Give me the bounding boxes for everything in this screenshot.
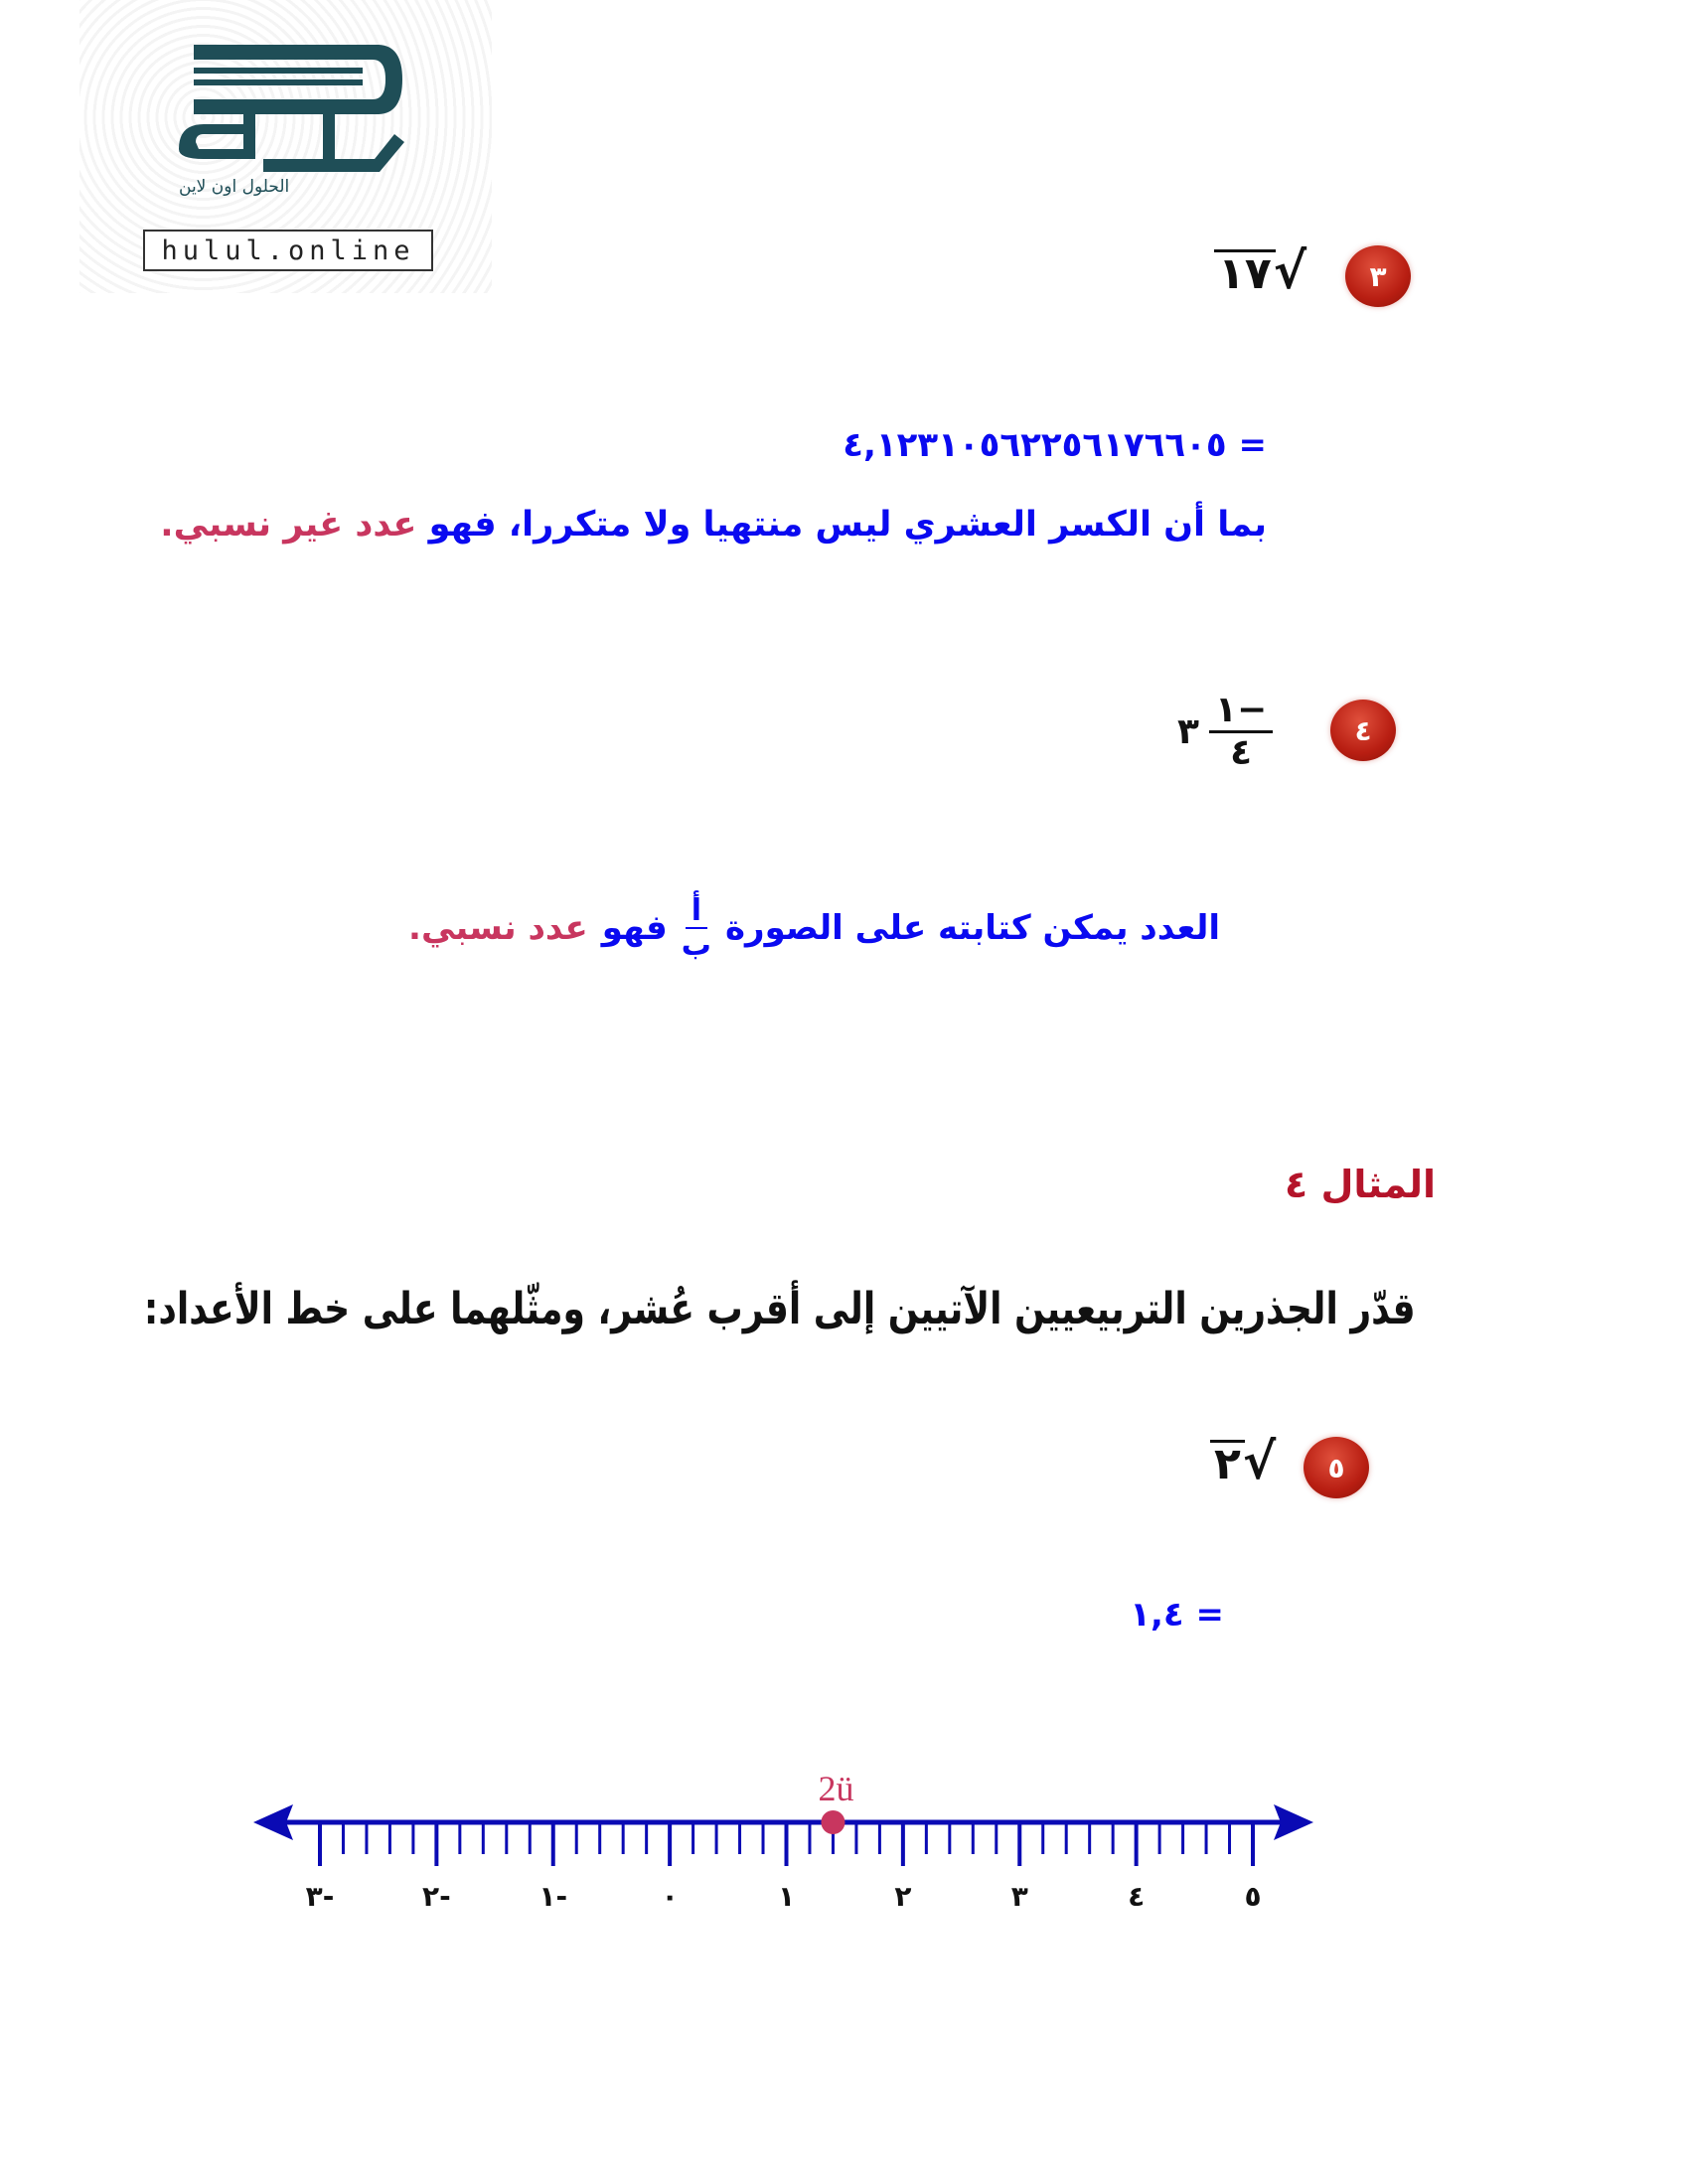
tick-label: ٥ [1244, 1880, 1262, 1913]
tick-label: ٤ [1128, 1880, 1146, 1913]
logo-domain: hulul.online [161, 234, 415, 266]
conclusion-highlight: عدد غير نسبي. [160, 505, 417, 545]
tick-label: ٣ [1010, 1880, 1028, 1913]
tick-label: ٠ [661, 1880, 679, 1913]
radicand: ١٧ [1214, 249, 1276, 296]
hulul-logo [79, 0, 492, 293]
exercise-4-badge: ٤ [1330, 700, 1396, 761]
example-title: المثال ٤ [1285, 1163, 1436, 1206]
mixed-number-expression [1177, 691, 1273, 772]
exercise-3-badge: ٣ [1345, 245, 1411, 307]
sqrt-icon: √ [1273, 242, 1307, 300]
example-instruction: قدّر الجذرين التربيعيين الآتيين إلى أقرب عُشر، ومثّلهما على خط الأعداد: [144, 1284, 1416, 1334]
conclusion-highlight: عدد نسبي. [408, 908, 588, 948]
point-label: 2ü [818, 1769, 854, 1808]
denominator: ٤ [1230, 731, 1253, 773]
sqrt-icon: √ [1242, 1433, 1277, 1490]
frac-denominator: ب [681, 928, 711, 963]
fraction [1209, 691, 1273, 772]
a-over-b-fraction [682, 894, 711, 962]
tick-label: ١- [538, 1880, 568, 1913]
radicand: ٢ [1210, 1440, 1245, 1486]
item5-result: = ١,٤ [1130, 1595, 1224, 1635]
tick-label: ٢ [894, 1880, 912, 1913]
conclusion-text-2: فهو [601, 908, 668, 948]
exercise-5-badge: ٥ [1304, 1437, 1369, 1498]
tick-label: ١ [777, 1880, 796, 1913]
item3-conclusion [160, 505, 1267, 545]
tick-label: ٣- [305, 1880, 335, 1913]
conclusion-text: بما أن الكسر العشري ليس منتهيا ولا متكررا، فهو [428, 505, 1267, 545]
sqrt-2-expression [1210, 1433, 1277, 1490]
sqrt-17-expression [1214, 242, 1307, 300]
sqrt2-point [821, 1810, 844, 1834]
tick-label: ٢- [422, 1880, 451, 1913]
logo-tagline: الحلول اون لاين [179, 177, 290, 197]
number-line [0, 1729, 1689, 1928]
numerator: ١− [1209, 691, 1273, 733]
item4-conclusion [408, 894, 1220, 962]
conclusion-text: العدد يمكن كتابته على الصورة [724, 908, 1220, 948]
item3-result: = ٤,١٢٣١٠٥٦٢٢٥٦١٧٦٦٠٥ [843, 425, 1267, 465]
whole-part: ٣ [1177, 710, 1199, 752]
frac-numerator: أ [686, 894, 707, 929]
